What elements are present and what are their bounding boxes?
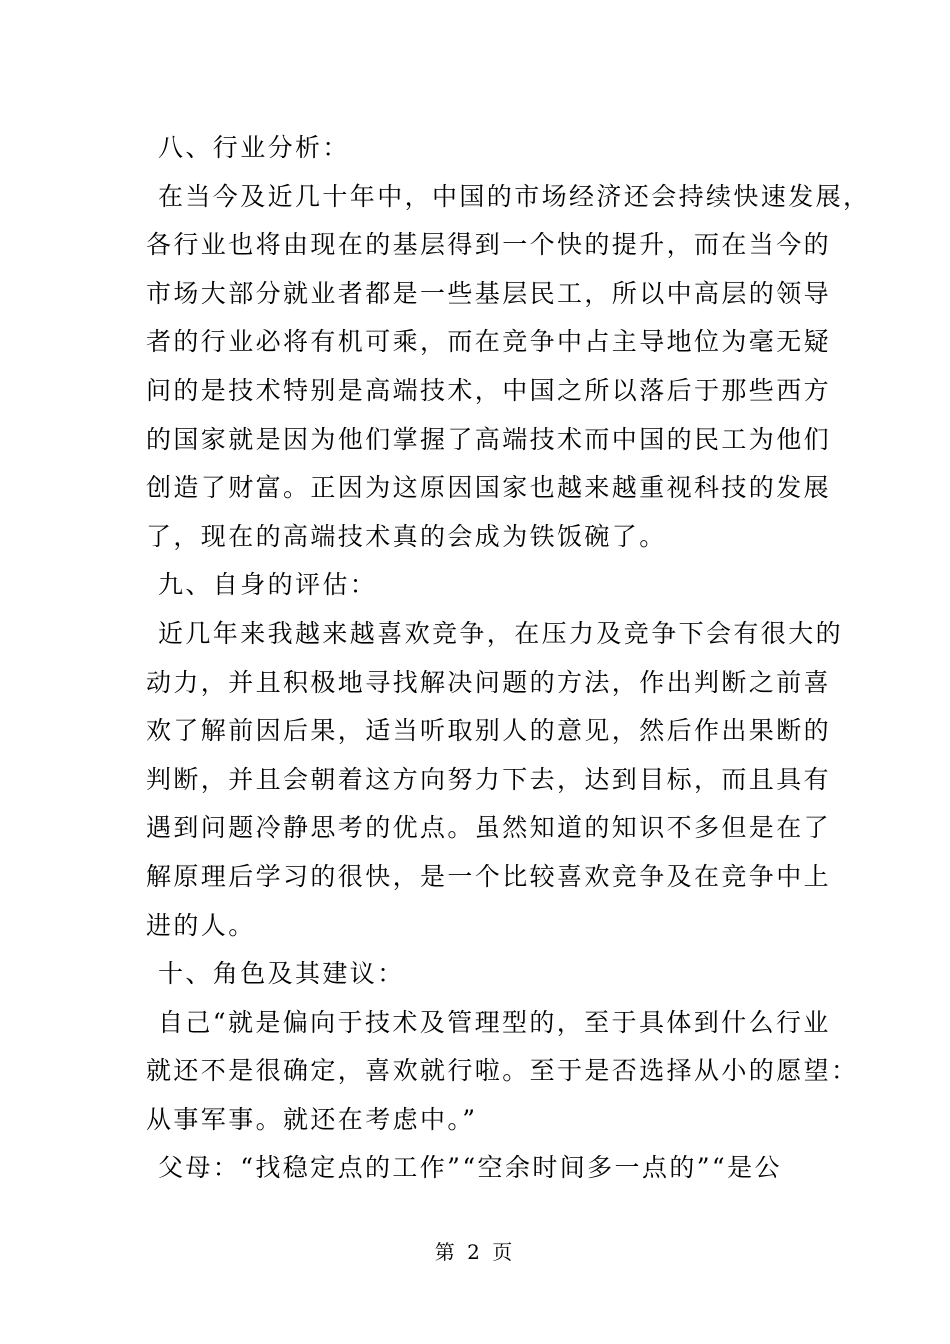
text-line: 者的行业必将有机可乘，而在竞争中占主导地位为毫无疑 bbox=[146, 327, 832, 357]
text-line: 的国家就是因为他们掌握了高端技术而中国的民工为他们 bbox=[146, 424, 832, 454]
text-line: 自己“就是偏向于技术及管理型的，至于具体到什么行业 bbox=[158, 1007, 831, 1037]
text-line: 父母：“找稳定点的工作”“空余时间多一点的”“是公 bbox=[158, 1153, 782, 1183]
document-body bbox=[146, 124, 871, 1193]
text-line: 创造了财富。正因为这原因国家也越来越重视科技的发展 bbox=[146, 473, 832, 503]
text-line: 各行业也将由现在的基层得到一个快的提升，而在当今的 bbox=[146, 230, 832, 260]
text-line: 解原理后学习的很快，是一个比较喜欢竞争及在竞争中上 bbox=[146, 861, 832, 891]
text-line: 遇到问题冷静思考的优点。虽然知道的知识不多但是在了 bbox=[146, 813, 832, 843]
text-line: 近几年来我越来越喜欢竞争，在压力及竞争下会有很大的 bbox=[158, 618, 844, 648]
text-line: 在当今及近几十年中，中国的市场经济还会持续快速发展， bbox=[158, 181, 871, 211]
text-line: 就还不是很确定，喜欢就行啦。至于是否选择从小的愿望： bbox=[146, 1056, 859, 1086]
text-line: 欢了解前因后果，适当听取别人的意见，然后作出果断的 bbox=[146, 716, 832, 746]
text-line: 市场大部分就业者都是一些基层民工，所以中高层的领导 bbox=[146, 278, 832, 308]
page-number: 第 2 页 bbox=[434, 1240, 516, 1264]
text-line: 十、角色及其建议： bbox=[158, 959, 405, 989]
text-line: 判断，并且会朝着这方向努力下去，达到目标，而且具有 bbox=[146, 764, 832, 794]
text-line: 八、行业分析： bbox=[158, 133, 350, 162]
text-line: 从事军事。就还在考虑中。” bbox=[146, 1104, 478, 1134]
text-line: 动力，并且积极地寻找解决问题的方法，作出判断之前喜 bbox=[146, 667, 832, 697]
text-line: 进的人。 bbox=[146, 910, 256, 940]
text-line: 九、自身的评估： bbox=[158, 570, 378, 600]
text-line: 问的是技术特别是高端技术，中国之所以落后于那些西方 bbox=[146, 375, 832, 405]
text-line: 了，现在的高端技术真的会成为铁饭碗了。 bbox=[146, 521, 667, 551]
